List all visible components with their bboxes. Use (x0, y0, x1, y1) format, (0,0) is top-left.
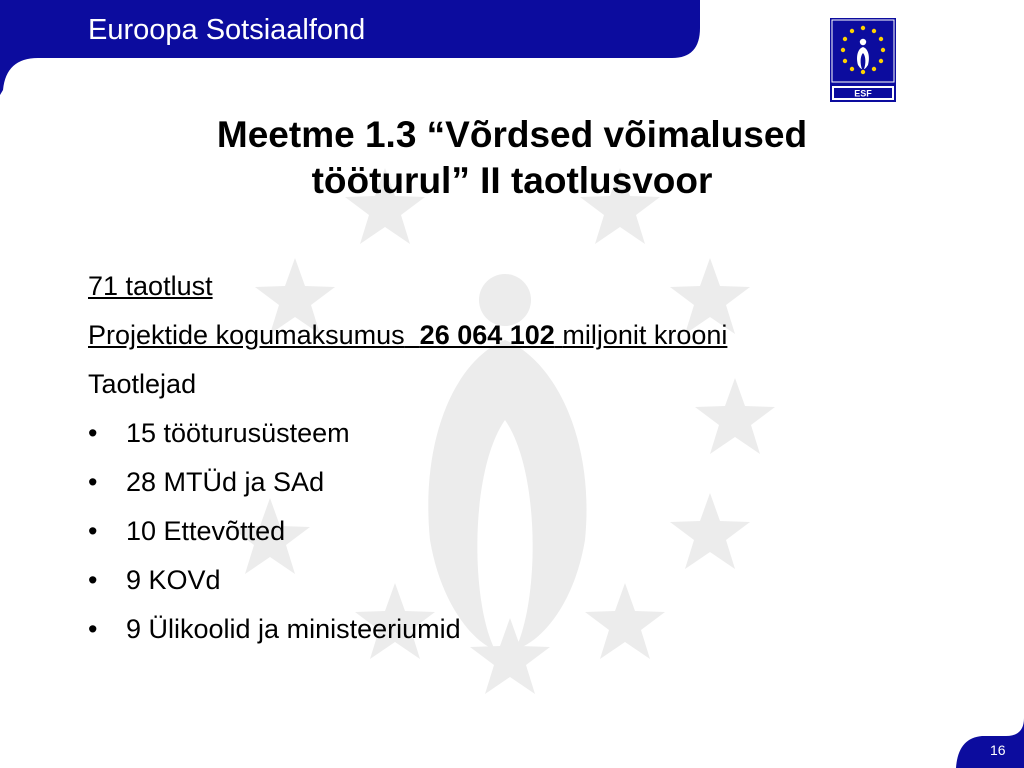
bullet: • (88, 467, 98, 497)
page-title-line2: tööturul” II taotlusvoor (311, 160, 713, 201)
slide-body (88, 262, 727, 654)
list-item-text: 10 Ettevõtted (126, 516, 286, 546)
bullet: • (88, 418, 98, 448)
bullet: • (88, 565, 98, 595)
bullet: • (88, 516, 98, 546)
applicants-list (88, 409, 727, 654)
total-cost-unit: miljonit krooni (562, 320, 728, 350)
applications-count-text: 71 taotlust (88, 271, 213, 301)
bullet: • (88, 614, 98, 644)
page-number: 16 (990, 742, 1006, 758)
list-item (88, 556, 727, 605)
applications-count (88, 262, 727, 311)
total-cost-label: Projektide kogumaksumus (88, 320, 405, 350)
list-item (88, 605, 727, 654)
footer-tab (956, 712, 1024, 768)
list-item-text: 28 MTÜd ja SAd (126, 467, 325, 497)
header-title: Euroopa Sotsiaalfond (88, 14, 366, 46)
applicants-heading: Taotlejad (88, 369, 197, 399)
total-cost-line (88, 311, 727, 360)
list-item (88, 507, 727, 556)
page-title (120, 112, 904, 204)
esf-logo-text: ESF (854, 88, 872, 99)
total-cost-value: 26 064 102 (419, 320, 555, 350)
list-item (88, 458, 727, 507)
esf-logo (830, 18, 896, 102)
list-item (88, 409, 727, 458)
page-title-line1: Meetme 1.3 “Võrdsed võimalused (216, 114, 808, 155)
list-item-text: 9 Ülikoolid ja ministeeriumid (126, 614, 461, 644)
list-item-text: 15 tööturusüsteem (126, 418, 350, 448)
list-item-text: 9 KOVd (126, 565, 221, 595)
